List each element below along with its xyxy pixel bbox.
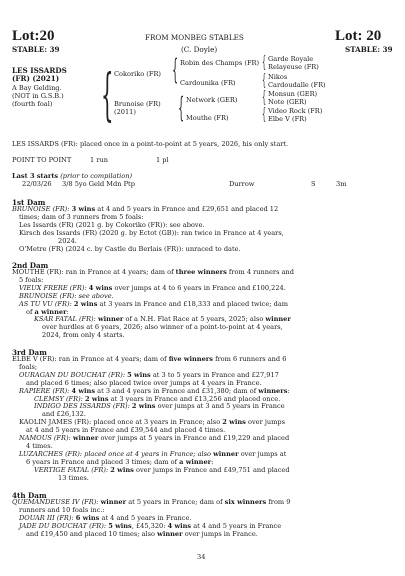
dam3-line8: and £26,132. [42, 410, 86, 419]
dam3-line5d: winners [258, 386, 288, 395]
last-starts-note: (prior to compilation) [60, 172, 133, 180]
dam3-line11a: NAMOUS (FR): [19, 434, 71, 443]
p2p-runs: 1 run [90, 156, 108, 164]
pedigree-ddd: Elbe V (FR) [268, 115, 307, 123]
dam3-line9c: over jumps [247, 418, 285, 427]
dam2-line3a: VIEUX FRERE (FR): [19, 283, 87, 292]
dam2-block: MOUTHE (FR): ran in France at 4 years; dam of three winners from 4 runners and 5 foals: VIEUX FRERE (FR): 4 wins over jumps at 4 to 6 years in France and £100,224. BRUNOISE (FR): see above. AS TU VU (FR): 2 wins at 3 years in France and £18,333 and placed twice; dam of a winner: KSAR FATAL (FR): winner of a N.H. Flat Race at 5 years, 2025; also winner over hurdles at 6 years, 2026; also winner of a point-to-point at 4 years, 2024, from only 4 starts. [12, 269, 394, 340]
dam2-line7c: of a N.H. Flat Race at 5 years, 2025; also [125, 315, 264, 324]
dam3-line16: 13 times. [58, 473, 89, 482]
dam3-line14b: a winner [179, 457, 212, 466]
dam1-title: 1st Dam [12, 198, 46, 207]
last-starts-heading [12, 172, 132, 180]
dam4-line1d: six winners [224, 498, 267, 506]
dam3-line15a: VERTIGE FATAL (FR): [34, 465, 109, 474]
dam3-line5c: at 3 and 4 years in France and £31,380; dam of [97, 386, 257, 395]
dam4-line1e: from 9 [268, 498, 291, 506]
brace-main: { [101, 63, 114, 128]
dam3-line5a: RAPIERE (FR): [19, 386, 70, 395]
dam3-line7a: INDIGO DES ISSARDS (FR): [34, 402, 130, 411]
pedigree-dam: Brunoise (FR) [114, 100, 161, 108]
pedigree-sire: Cokoriko (FR) [114, 70, 161, 78]
dam2-line6a: of [26, 307, 33, 316]
dam2-line5a: AS TU VU (FR): [19, 299, 72, 308]
dam2-line5c: at 3 years in France and £18,333 and placed twice; dam [99, 299, 288, 308]
dam3-line14a: 6 years in France and placed 3 times; dam of [26, 457, 178, 466]
dam1-line2: times; dam of 3 runners from 5 foals: [19, 212, 144, 221]
dam2-line1a: MOUTHE (FR): ran in France at 4 years; dam of [12, 268, 174, 276]
horse-desc-1: A Bay Gelding. [12, 83, 62, 92]
dam4-line5a: and £19,450 and placed 10 times; also [26, 529, 156, 538]
p2p-placed: 1 pl [156, 156, 169, 164]
summary: LES ISSARDS (FR): placed once in a point-to-point at 5 years, 2026, his only start. [12, 140, 289, 148]
pedigree-ssd: Relayeuse (FR) [268, 63, 319, 71]
horse-block [12, 67, 67, 108]
dam3-line15b: 2 wins [110, 465, 134, 474]
dam3-winners: five winners [168, 355, 213, 363]
dam3-line12: 4 times. [26, 441, 53, 450]
start-date: 22/03/26 [22, 180, 52, 188]
dam3-line7c: over jumps at 3 and 5 years in France [157, 402, 285, 411]
dam1-line3: Les Issards (FR) (2021 g. by Cokoriko (FR)): see above. [19, 220, 205, 229]
dam3-line5b: 4 wins [71, 386, 96, 395]
dam2-line4: BRUNOISE (FR): see above. [19, 291, 114, 300]
stable-right: STABLE: 39 [345, 45, 393, 54]
dam3-line11b: winner [72, 434, 99, 443]
dam4-line4d: 4 wins [167, 521, 192, 530]
brace-ss: { [262, 52, 267, 71]
dam3-line3b: 5 wins [127, 370, 151, 379]
dam3-line10: at 4 and 5 years in France and £39,544 and placed 4 times. [26, 426, 226, 435]
dam3-line3c: at 3 to 5 years in France and £27,917 [152, 370, 279, 379]
dam2-line6b: a winner [34, 307, 67, 316]
dam1-line5: 2024. [58, 236, 77, 245]
pedigree-sd: Cardounika (FR) [180, 79, 236, 87]
dam1-line6: O'Metre (FR) (2024 c. by Castle du Berlais (FR)): unraced to date. [19, 244, 241, 253]
dam3-title: 3rd Dam [12, 348, 47, 357]
dam4-line4c: , £45,320: [131, 521, 166, 530]
dam2-line7d: winner [265, 315, 291, 324]
pedigree-dd: Mouthe (FR) [186, 114, 229, 122]
dam3-line2: foals; [19, 362, 38, 371]
dam4-line3a: DOUAR III (FR): [19, 513, 74, 522]
page-number: 34 [197, 553, 206, 561]
dam4-line5c: over jumps in France. [184, 529, 258, 538]
dam4-line4e: at 4 and 5 years in France [193, 521, 282, 530]
p2p-label: POINT TO POINT [12, 156, 72, 164]
dam3-line1a: ELBE V (FR): ran in France at 4 years; dam of [12, 355, 167, 363]
dam2-line3c: over jumps at 4 to 6 years in France and £100,224. [114, 283, 286, 292]
consignor: FROM MONBEG STABLES [145, 33, 244, 42]
pedigree-sds: Nikos [268, 73, 288, 81]
horse-name: LES ISSARDS [12, 66, 67, 75]
brace-sire: { [172, 53, 179, 86]
pedigree-dsd: Note (GER) [268, 98, 307, 106]
horse-desc-2: (NOT in G.S.B.) [12, 91, 64, 100]
horse-desc-3: (fourth foal) [12, 99, 53, 108]
pedigree-sss: Garde Royale [268, 55, 314, 63]
dam2-winners: three winners [175, 268, 227, 276]
brace-dam: { [178, 91, 185, 124]
start-going: S [311, 180, 316, 188]
dam4-line1b: winner [100, 498, 127, 506]
dam3-line6c: at 3 years in France and £13,256 and placed once. [110, 394, 281, 403]
dam3-line7b: 2 wins [131, 402, 156, 411]
dam3-line13c: over jumps at [240, 449, 287, 458]
dam4-line4a: JADE DU BOUCHAT (FR): [19, 521, 107, 530]
start-course: Durrow [229, 180, 255, 188]
dam3-line6b: 2 wins [84, 394, 109, 403]
dam3-line9b: 2 wins [222, 418, 246, 427]
lot-number-right: Lot: 20 [335, 28, 382, 44]
dam4-line4b: 5 wins [108, 521, 132, 530]
brace-sd: { [262, 70, 267, 89]
vendor: (C. Doyle) [181, 45, 218, 54]
dam3-line4: and placed 6 times; also placed twice over jumps at 4 years in France. [26, 378, 262, 387]
pedigree-dam-year: (2011) [114, 108, 136, 116]
pedigree-ss: Robin des Champs (FR) [180, 59, 260, 67]
last-starts-title: Last 3 starts [12, 172, 59, 180]
dam4-line1c: at 5 years in France; dam of [128, 498, 223, 506]
dam3-line13a: LUZARCHES (FR): placed once at 4 years in France; also [19, 449, 212, 458]
pedigree-dds: Video Rock (FR) [268, 107, 323, 115]
dam2-line1c: from 4 runners and [228, 268, 294, 276]
dam3-line13b: winner [213, 449, 239, 458]
dam1-wins: 3 wins [71, 205, 96, 213]
dam1-block [12, 206, 394, 253]
dam2-line9: 2024, from only 4 starts. [42, 331, 125, 340]
dam2-line2: 5 foals: [19, 275, 44, 284]
dam2-line5b: 2 wins [73, 299, 98, 308]
dam2-line3b: 4 wins [88, 283, 113, 292]
dam2-line7b: winner [97, 315, 124, 324]
dam1-name: BRUNOISE (FR): [12, 205, 70, 213]
dam4-title: 4th Dam [12, 491, 47, 500]
stable-left: STABLE: 39 [12, 45, 60, 54]
dam3-line1c: from 6 runners and 6 [215, 355, 287, 363]
dam3-line11c: over jumps at 5 years in France and £19,229 and placed [100, 434, 290, 443]
dam3-block: ELBE V (FR): ran in France at 4 years; dam of five winners from 6 runners and 6 foals; OURAGAN DU BOUCHAT (FR): 5 wins at 3 to 5 years in France and £27,917 and placed 6 times; also placed twice over jumps at 4 years in France. RAPIERE (FR): 4 wins at 3 and 4 years in France and £31,380; dam of winners: CLEMSY (FR): 2 wins at 3 years in France and £13,256 and placed once. INDIGO DES ISSARDS (FR): 2 wins over jumps at 3 and 5 years in France and £26,132. KAOLIN JAMES (FR): placed once at 3 years in France; also 2 wins over jumps at 4 and 5 years in France and £39,544 and placed 4 times. NAMOUS (FR): winner over jumps at 5 years in France and £19,229 and placed 4 times. LUZARCHES (FR): placed once at 4 years in France; also winner over jumps at 6 years in France and placed 3 times; dam of a winner: VERTIGE FATAL (FR): 2 wins over jumps in France and £49,751 and placed 13 times. [12, 356, 394, 483]
dam2-line8: over hurdles at 6 years, 2026; also winner of a point-to-point at 4 years, [42, 323, 283, 332]
brace-ds: { [262, 87, 267, 106]
dam2-title: 2nd Dam [12, 261, 49, 270]
pedigree-sdd: Cardoudalle (FR) [268, 81, 326, 89]
dam4-line3b: 6 wins [75, 513, 100, 522]
dam1-line1: at 4 and 5 years in France and £29,651 and placed 12 [97, 205, 279, 213]
pedigree-ds: Network (GER) [186, 96, 238, 104]
dam4-line3c: at 4 and 5 years in France. [101, 513, 192, 522]
horse-code: (FR) (2021) [12, 74, 60, 84]
dam3-line15c: over jumps in France and £49,751 and placed [135, 465, 290, 474]
dam4-line2: runners and 10 foals inc.: [19, 505, 105, 514]
dam4-block [12, 499, 394, 539]
lot-number-left: Lot:20 [12, 28, 55, 44]
pedigree-dss: Monsun (GER) [268, 90, 318, 98]
dam3-line6a: CLEMSY (FR): [34, 394, 83, 403]
start-distance: 3m [336, 180, 347, 188]
start-race: 3/8 5yo Geld Mdn Ptp [62, 180, 135, 188]
dam4-line1a: QUEMANDEUSE IV (FR): [12, 498, 99, 506]
brace-dd: { [262, 104, 267, 123]
dam2-line7a: KSAR FATAL (FR): [34, 315, 96, 324]
dam3-line9a: KAOLIN JAMES (FR): placed once at 3 years in France; also [19, 418, 221, 427]
dam4-line5b: winner [157, 529, 183, 538]
dam1-line4: Kirsch des Issards (FR) (2020 g. by Ectot (GB)): ran twice in France at 4 years, [19, 228, 284, 237]
dam3-line3a: OURAGAN DU BOUCHAT (FR): [19, 370, 126, 379]
